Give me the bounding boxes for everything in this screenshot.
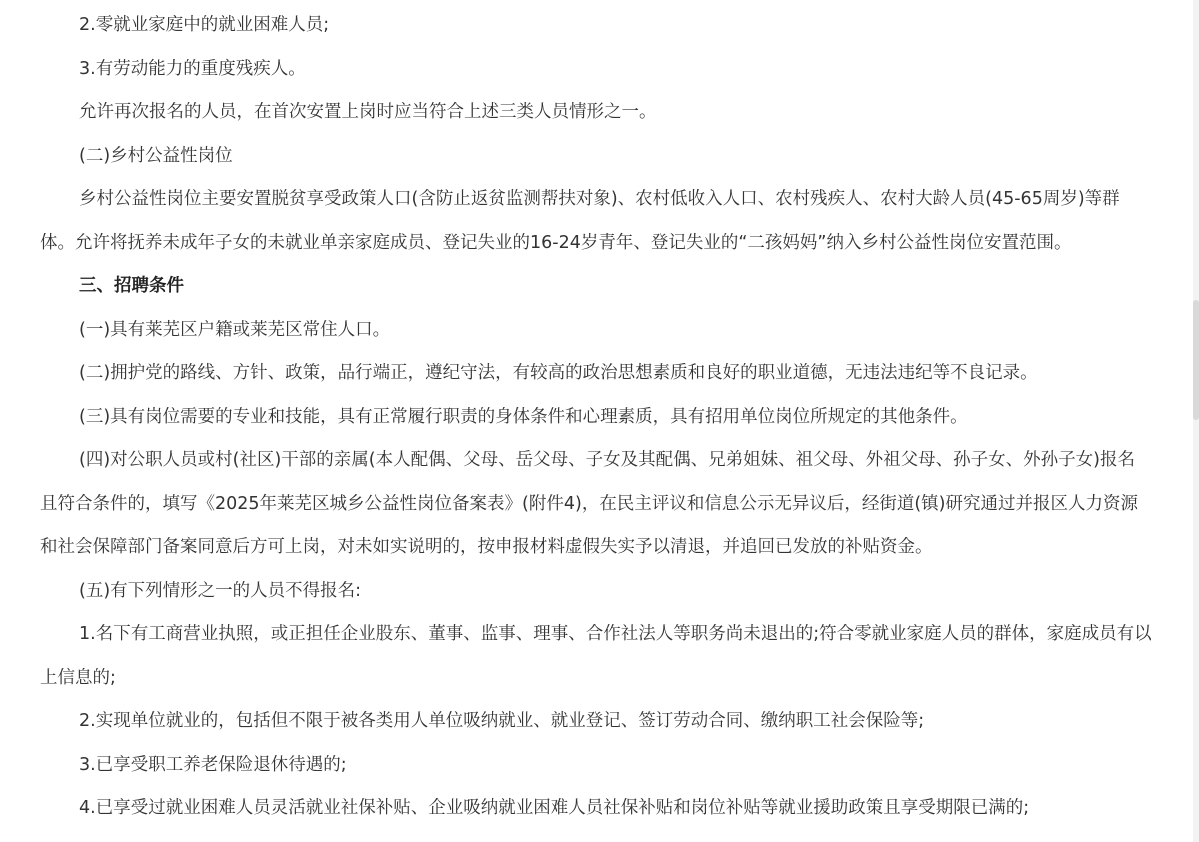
document-body bbox=[40, 0, 1152, 831]
paragraph-rural-positions: 乡村公益性岗位主要安置脱贫享受政策人口(含防止返贫监测帮扶对象)、农村低收入人口、农村残疾人、农村大龄人员(45-65周岁)等群体。允许将抚养未成年子女的未就业单亲家庭成员、登记失业的16-24岁青年、登记失业的“二孩妈妈”纳入乡村公益性岗位安置范围。 bbox=[40, 189, 1120, 253]
condition-3-skills: (三)具有岗位需要的专业和技能，具有正常履行职责的身体条件和心理素质，具有招用单位岗位所规定的其他条件。 bbox=[79, 406, 968, 427]
exclusion-item-1: 1.名下有工商营业执照，或正担任企业股东、董事、监事、理事、合作社法人等职务尚未退出的;符合零就业家庭人员的群体，家庭成员有以上信息的; bbox=[40, 624, 1152, 688]
scrollbar-track[interactable] bbox=[1193, 0, 1199, 842]
subheading-rural-positions: (二)乡村公益性岗位 bbox=[79, 145, 233, 166]
paragraph-reapply-note: 允许再次报名的人员，在首次安置上岗时应当符合上述三类人员情形之一。 bbox=[79, 102, 657, 122]
condition-1-residency: (一)具有莱芜区户籍或莱芜区常住人口。 bbox=[79, 319, 391, 340]
scrollbar-thumb[interactable] bbox=[1193, 300, 1199, 420]
condition-5-exclusions: (五)有下列情形之一的人员不得报名: bbox=[79, 580, 362, 601]
condition-2-conduct: (二)拥护党的路线、方针、政策，品行端正，遵纪守法，有较高的政治思想素质和良好的职业道德，无违法违纪等不良记录。 bbox=[79, 363, 1038, 383]
section-heading-recruitment-conditions: 三、招聘条件 bbox=[79, 276, 184, 296]
exclusion-item-2: 2.实现单位就业的，包括但不限于被各类用人单位吸纳就业、就业登记、签订劳动合同、缴纳职工社会保险等; bbox=[79, 711, 925, 731]
exclusion-item-3: 3.已享受职工养老保险退休待遇的; bbox=[79, 754, 347, 775]
paragraph-item-3-disabled: 3.有劳动能力的重度残疾人。 bbox=[79, 58, 306, 79]
exclusion-item-4: 4.已享受过就业困难人员灵活就业社保补贴、企业吸纳就业困难人员社保补贴和岗位补贴等就业援助政策且享受期限已满的; bbox=[79, 798, 1030, 818]
paragraph-item-2-zero-employment: 2.零就业家庭中的就业困难人员; bbox=[79, 15, 330, 35]
condition-4-relatives: (四)对公职人员或村(社区)干部的亲属(本人配偶、父母、岳父母、子女及其配偶、兄弟姐妹、祖父母、外祖父母、孙子女、外孙子女)报名且符合条件的，填写《2025年莱芜区城乡公益性岗位备案表》(附件4)，在民主评议和信息公示无异议后，经街道(镇)研究通过并报区人力资源和社会保障部门备案同意后方可上岗，对未如实说明的，按申报材料虚假失实予以清退，并追回已发放的补贴资金。 bbox=[40, 450, 1138, 557]
